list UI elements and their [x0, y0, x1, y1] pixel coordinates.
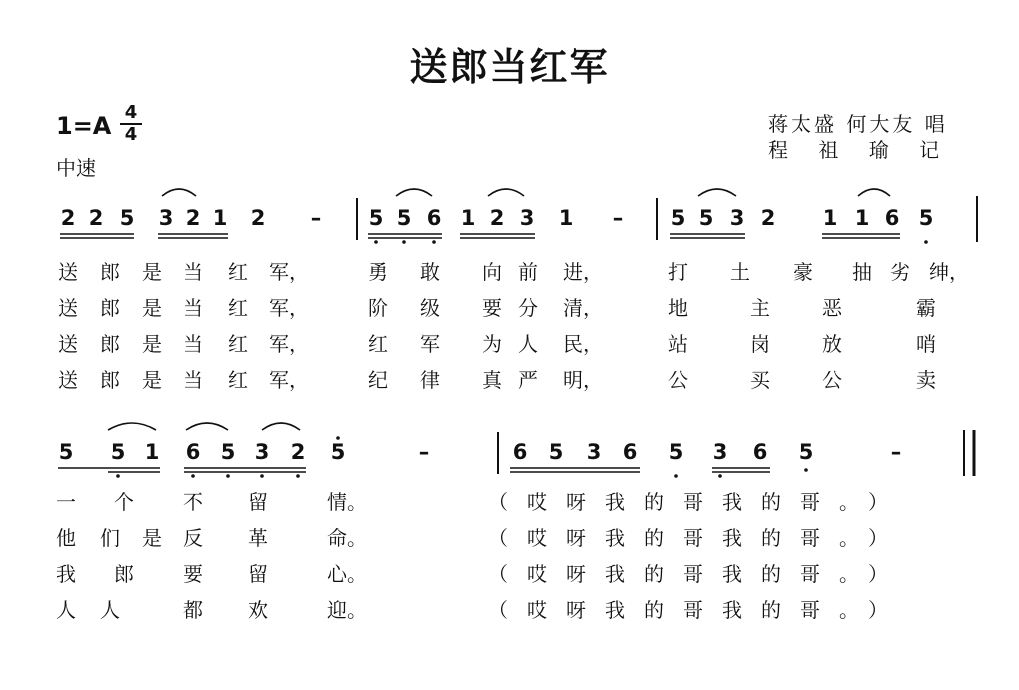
- octave-dot: [374, 240, 378, 244]
- lyric-syllable: 当: [183, 332, 203, 356]
- lyric-syllable: 心。: [327, 562, 367, 586]
- lyric-syllable: 红: [228, 332, 248, 356]
- note: 5: [396, 206, 412, 230]
- lyric-syllable: 是: [142, 296, 162, 320]
- note: 5: [58, 440, 74, 464]
- octave-dot: [226, 474, 230, 478]
- time-denominator: 4: [124, 124, 138, 145]
- key-signature: 1=A: [56, 112, 112, 140]
- lyric-syllable: 反: [183, 526, 203, 550]
- note: 2: [88, 206, 104, 230]
- lyric-syllable: 郎: [100, 368, 120, 392]
- note: 5: [670, 206, 686, 230]
- note: –: [890, 440, 902, 464]
- lyric-syllable: 要: [183, 562, 203, 586]
- lyric-syllable: 革: [248, 526, 268, 550]
- octave-dot: [191, 474, 195, 478]
- note: –: [418, 440, 430, 464]
- lyric-syllable: 都: [183, 598, 203, 622]
- lyric-syllable: 劣: [890, 260, 910, 284]
- lyric-syllable: 勇: [368, 260, 388, 284]
- octave-dot: [804, 468, 808, 472]
- lyric-syllable: 郎: [100, 332, 120, 356]
- note: 2: [60, 206, 76, 230]
- lyric-syllable: 土: [730, 260, 750, 284]
- refrain-lyric: （哎呀我的哥我的哥。）: [488, 598, 907, 622]
- slur: [262, 423, 300, 430]
- note: 3: [158, 206, 174, 230]
- lyric-syllable: 们: [100, 526, 120, 550]
- note: 2: [290, 440, 306, 464]
- lyric-syllable: 一: [56, 490, 76, 514]
- note: –: [612, 206, 624, 230]
- lyric-syllable: 主: [750, 296, 770, 320]
- singers-credit: 蒋太盛 何大友 唱: [768, 112, 948, 136]
- lyric-syllable: 绅，: [929, 260, 969, 284]
- lyric-syllable: 恶: [822, 296, 842, 320]
- slur: [488, 189, 524, 196]
- note: 3: [254, 440, 270, 464]
- note: 3: [519, 206, 535, 230]
- lyric-syllable: 红: [228, 368, 248, 392]
- lyric-syllable: 人: [100, 598, 120, 622]
- lyric-syllable: 是: [142, 368, 162, 392]
- note: 1: [212, 206, 228, 230]
- lyric-syllable: 清，: [563, 296, 603, 320]
- lyric-syllable: 分: [518, 296, 538, 320]
- octave-dot: [260, 474, 264, 478]
- lyric-syllable: 欢: [248, 598, 268, 622]
- note: 5: [548, 440, 564, 464]
- lyric-syllable: 郎: [114, 562, 134, 586]
- note: 1: [558, 206, 574, 230]
- slur: [858, 189, 890, 196]
- slur: [698, 189, 736, 196]
- lyric-syllable: 他: [56, 526, 76, 550]
- note: 1: [460, 206, 476, 230]
- lyric-syllable: 进，: [563, 260, 603, 284]
- lyric-syllable: 敢: [420, 260, 440, 284]
- note: 3: [729, 206, 745, 230]
- note: 1: [854, 206, 870, 230]
- slur: [186, 423, 228, 430]
- note: 2: [185, 206, 201, 230]
- octave-dot: [116, 474, 120, 478]
- lyric-syllable: 卖: [916, 368, 936, 392]
- note: 2: [250, 206, 266, 230]
- lyric-syllable: 郎: [100, 296, 120, 320]
- note: 5: [798, 440, 814, 464]
- note: 6: [884, 206, 900, 230]
- lyric-syllable: 豪: [793, 260, 813, 284]
- lyric-syllable: 是: [142, 332, 162, 356]
- lyric-syllable: 红: [228, 296, 248, 320]
- lyric-syllable: 民，: [563, 332, 603, 356]
- lyric-syllable: 送: [58, 368, 78, 392]
- lyric-syllable: 霸: [916, 296, 936, 320]
- slur: [396, 189, 432, 196]
- recorder-credit: 程 祖 瑜 记: [768, 138, 943, 162]
- note: 3: [712, 440, 728, 464]
- lyric-syllable: 当: [183, 260, 203, 284]
- lyric-syllable: 站: [668, 332, 688, 356]
- octave-dot: [402, 240, 406, 244]
- note: 6: [512, 440, 528, 464]
- lyric-syllable: 送: [58, 332, 78, 356]
- lyric-syllable: 军，: [269, 296, 309, 320]
- lyric-syllable: 是: [142, 260, 162, 284]
- note: 2: [760, 206, 776, 230]
- note: 5: [110, 440, 126, 464]
- lyric-syllable: 公: [822, 368, 842, 392]
- lyric-syllable: 红: [368, 332, 388, 356]
- lyric-syllable: 我: [56, 562, 76, 586]
- lyric-syllable: 留: [248, 562, 268, 586]
- note: 6: [426, 206, 442, 230]
- lyric-syllable: 向: [482, 260, 502, 284]
- slur: [108, 423, 156, 430]
- lyric-syllable: 留: [248, 490, 268, 514]
- lyric-syllable: 不: [183, 490, 203, 514]
- lyric-syllable: 人: [56, 598, 76, 622]
- note: 5: [698, 206, 714, 230]
- octave-dot: [924, 240, 928, 244]
- time-numerator: 4: [124, 102, 138, 123]
- lyric-syllable: 军: [420, 332, 440, 356]
- song-title: 送郎当红军: [409, 45, 610, 89]
- lyric-syllable: 军，: [269, 260, 309, 284]
- lyric-syllable: 送: [58, 296, 78, 320]
- note: 5: [918, 206, 934, 230]
- slur: [162, 189, 196, 196]
- lyric-syllable: 纪: [368, 368, 388, 392]
- lyric-syllable: 级: [420, 296, 440, 320]
- lyric-syllable: 军，: [269, 368, 309, 392]
- lyric-syllable: 买: [750, 368, 770, 392]
- lyric-syllable: 要: [482, 296, 502, 320]
- lyric-syllable: 哨: [916, 332, 936, 356]
- note: 5: [368, 206, 384, 230]
- refrain-lyric: （哎呀我的哥我的哥。）: [488, 490, 907, 514]
- octave-dot: [336, 436, 340, 440]
- lyric-syllable: 当: [183, 368, 203, 392]
- refrain-lyric: （哎呀我的哥我的哥。）: [488, 562, 907, 586]
- lyric-syllable: 阶: [368, 296, 388, 320]
- note: 5: [668, 440, 684, 464]
- lyric-syllable: 当: [183, 296, 203, 320]
- lyric-syllable: 抽: [852, 260, 872, 284]
- lyric-syllable: 个: [114, 490, 134, 514]
- lyric-syllable: 明，: [563, 368, 603, 392]
- octave-dot: [718, 474, 722, 478]
- lyric-syllable: 是: [142, 526, 162, 550]
- note: –: [310, 206, 322, 230]
- lyric-syllable: 地: [668, 296, 688, 320]
- note: 5: [330, 440, 346, 464]
- lyric-syllable: 送: [58, 260, 78, 284]
- octave-dot: [296, 474, 300, 478]
- lyric-syllable: 严: [518, 368, 538, 392]
- note: 5: [220, 440, 236, 464]
- lyric-syllable: 打: [668, 260, 688, 284]
- lyric-syllable: 人: [518, 332, 538, 356]
- refrain-lyric: （哎呀我的哥我的哥。）: [488, 526, 907, 550]
- octave-dot: [674, 474, 678, 478]
- note: 5: [119, 206, 135, 230]
- lyric-syllable: 放: [822, 332, 842, 356]
- lyric-syllable: 岗: [750, 332, 770, 356]
- lyric-syllable: 为: [482, 332, 502, 356]
- lyric-syllable: 情。: [327, 490, 367, 514]
- lyric-syllable: 郎: [100, 260, 120, 284]
- tempo-marking: 中速: [56, 156, 96, 180]
- lyric-syllable: 军，: [269, 332, 309, 356]
- note: 6: [185, 440, 201, 464]
- note: 6: [752, 440, 768, 464]
- note: 2: [489, 206, 505, 230]
- lyric-syllable: 律: [420, 368, 440, 392]
- note: 1: [144, 440, 160, 464]
- lyric-syllable: 迎。: [327, 598, 367, 622]
- octave-dot: [432, 240, 436, 244]
- lyric-syllable: 命。: [327, 526, 367, 550]
- lyric-syllable: 公: [668, 368, 688, 392]
- lyric-syllable: 前: [518, 260, 538, 284]
- lyric-syllable: 红: [228, 260, 248, 284]
- lyric-syllable: 真: [482, 368, 502, 392]
- note: 6: [622, 440, 638, 464]
- note: 3: [586, 440, 602, 464]
- note: 1: [822, 206, 838, 230]
